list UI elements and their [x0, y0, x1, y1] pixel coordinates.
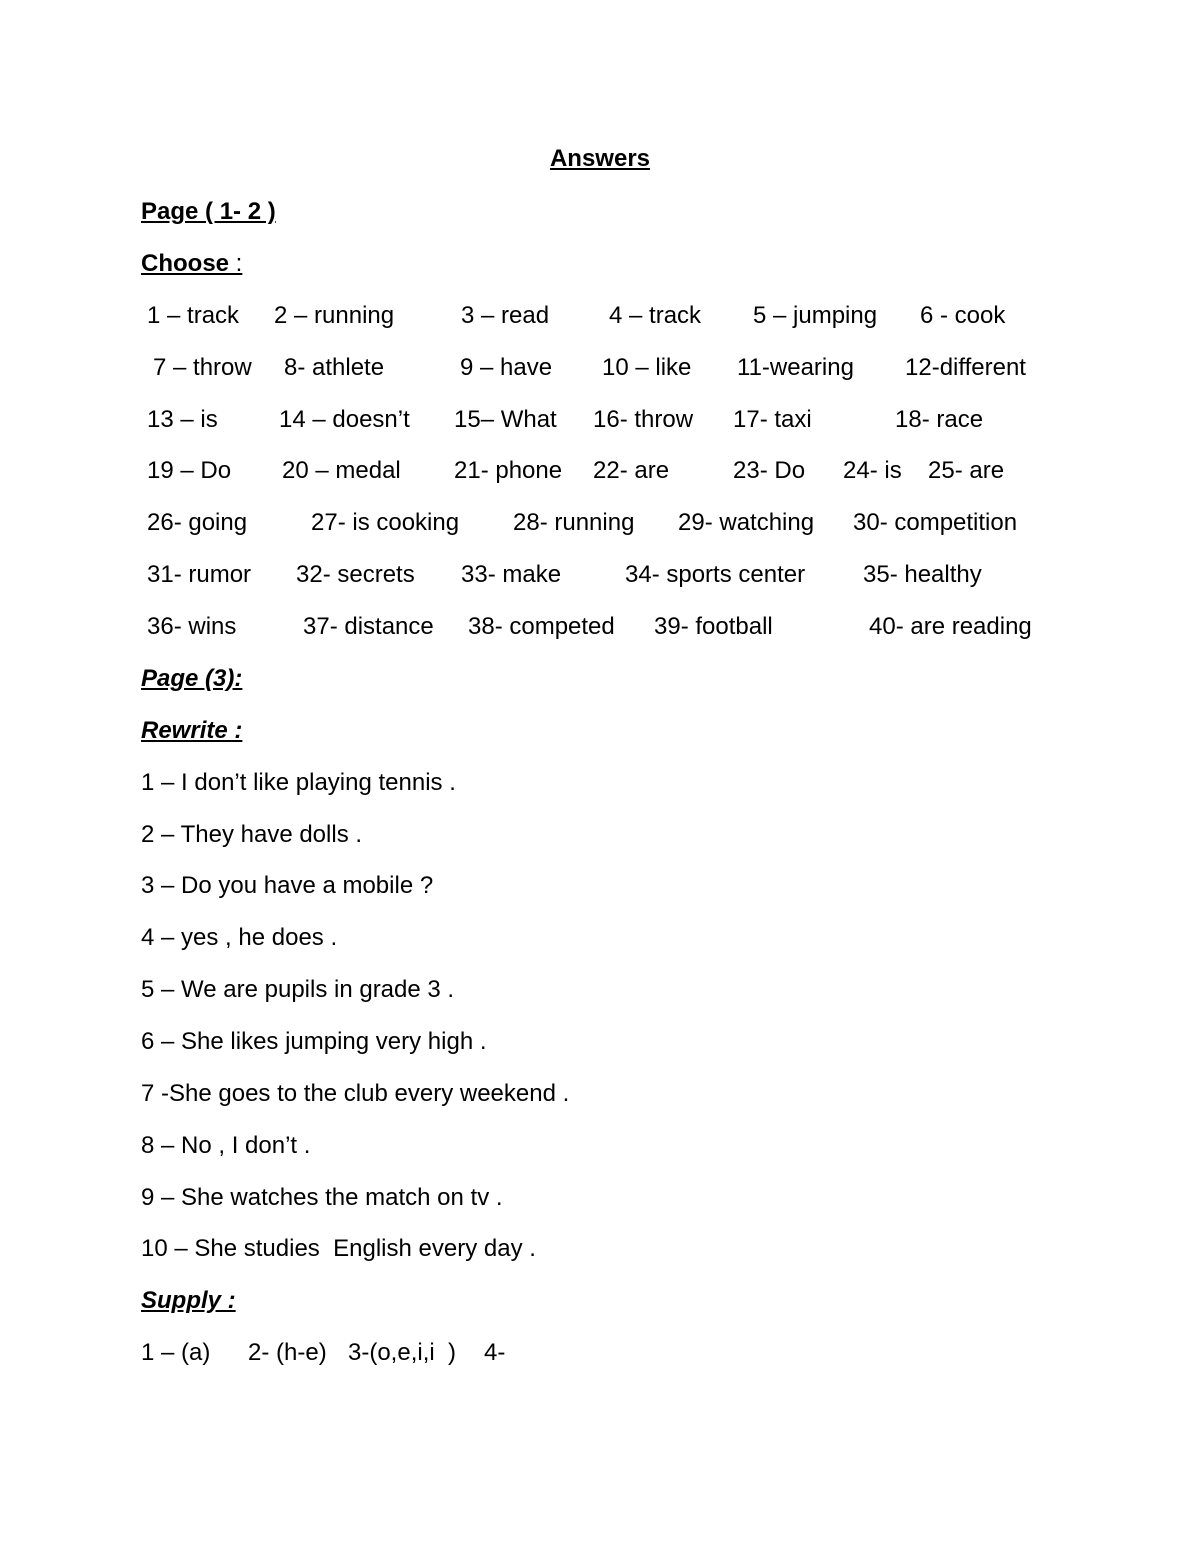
answer-item: 4 – track — [609, 302, 702, 329]
answer-item: 14 – doesn’t — [279, 406, 410, 433]
answer-item: 24- is — [843, 457, 902, 484]
section-heading-page-1-2: Page ( 1- 2 ) — [141, 198, 276, 225]
answer-item: 11-wearing — [737, 354, 854, 381]
answer-item: 35- healthy — [863, 561, 982, 588]
answer-item: 32- secrets — [296, 561, 415, 588]
section-subheading-choose — [141, 252, 242, 276]
answer-item: 5 – jumping — [753, 302, 878, 329]
answer-item: 17- taxi — [733, 406, 812, 433]
rewrite-answer: 9 – She watches the match on tv . — [141, 1184, 503, 1211]
rewrite-answer: 5 – We are pupils in grade 3 . — [141, 976, 455, 1003]
answer-item: 20 – medal — [282, 457, 401, 484]
rewrite-answer: 4 – yes , he does . — [141, 924, 338, 951]
section-subheading-rewrite: Rewrite : — [141, 717, 243, 744]
answer-item: 23- Do — [733, 457, 806, 484]
answer-item: 37- distance — [303, 613, 434, 640]
answer-item: 1 – track — [147, 302, 240, 329]
answer-item: 34- sports center — [625, 561, 806, 588]
answer-item: 6 - cook — [920, 302, 1006, 329]
section-subheading-supply: Supply : — [141, 1287, 236, 1314]
answer-item: 19 – Do — [147, 457, 232, 484]
answer-item: 12-different — [905, 354, 1026, 381]
answer-item: 21- phone — [454, 457, 563, 484]
answer-item: 10 – like — [602, 354, 692, 381]
answer-item: 22- are — [593, 457, 670, 484]
rewrite-answer: 10 – She studies English every day . — [141, 1235, 536, 1262]
rewrite-answer: 1 – I don’t like playing tennis . — [141, 769, 456, 796]
section-heading-page-3: Page (3): — [141, 665, 243, 692]
answer-item: 2 – running — [274, 302, 395, 329]
answer-item: 16- throw — [593, 406, 694, 433]
answer-item: 18- race — [895, 406, 984, 433]
answer-item: 31- rumor — [147, 561, 252, 588]
answer-item: 33- make — [461, 561, 562, 588]
answer-item: 13 – is — [147, 406, 218, 433]
answer-item: 9 – have — [460, 354, 553, 381]
document-title: Answers — [549, 145, 651, 172]
answer-item: 15– What — [454, 406, 557, 433]
choose-label: Choose — [141, 250, 230, 277]
answer-item: 8- athlete — [284, 354, 385, 381]
rewrite-answer: 8 – No , I don’t . — [141, 1132, 311, 1159]
supply-answer: 3-(o,e,i,i ) — [348, 1339, 457, 1366]
supply-answer: 4- — [484, 1339, 506, 1366]
answer-item: 38- competed — [468, 613, 615, 640]
answer-item: 25- are — [928, 457, 1005, 484]
answer-item: 29- watching — [678, 509, 815, 536]
answer-item: 36- wins — [147, 613, 237, 640]
choose-colon: : — [229, 250, 243, 277]
answer-item: 26- going — [147, 509, 248, 536]
supply-answer: 2- (h-e) — [248, 1339, 327, 1366]
rewrite-answer: 7 -She goes to the club every weekend . — [141, 1080, 570, 1107]
answer-item: 28- running — [513, 509, 635, 536]
answer-item: 40- are reading — [869, 613, 1032, 640]
answer-item: 30- competition — [853, 509, 1018, 536]
rewrite-answer: 6 – She likes jumping very high . — [141, 1028, 487, 1055]
answer-item: 7 – throw — [153, 354, 252, 381]
answer-item: 3 – read — [461, 302, 550, 329]
rewrite-answer: 3 – Do you have a mobile ? — [141, 872, 434, 899]
answer-item: 39- football — [654, 613, 773, 640]
supply-answer: 1 – (a) — [141, 1339, 211, 1366]
answer-item: 27- is cooking — [311, 509, 460, 536]
rewrite-answer: 2 – They have dolls . — [141, 821, 363, 848]
